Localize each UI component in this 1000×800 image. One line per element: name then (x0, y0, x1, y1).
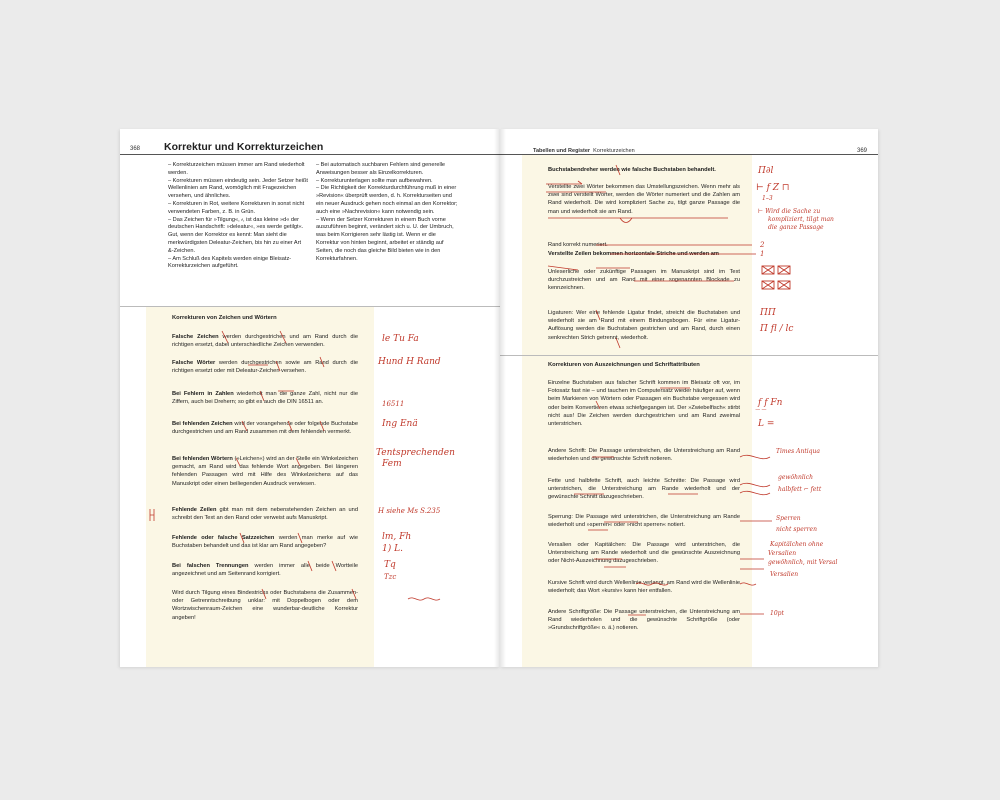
margin-correction: L = (758, 419, 775, 429)
margin-correction: 1 (760, 250, 765, 258)
proof-entry (548, 183, 740, 216)
entry-lead: Fehlende Zeilen (172, 507, 217, 513)
running-head-section: Tabellen und Register (533, 148, 591, 154)
entry-text: werden durchgestrichen und am Rand durch die richtigen ersetzt, dabei unterschiedliche Zeichen verwenden. (172, 334, 358, 349)
proof-entry (172, 589, 358, 622)
entry-text: gibt man mit dem nebenstehenden Zeichen an und schreibt den Text an den Rand oder verweist aufs Manuskript. (172, 507, 359, 522)
proof-entry (172, 534, 358, 550)
margin-correction: H siehe Ms S.235 (378, 507, 441, 515)
section-heading: Korrekturen von Zeichen und Wörtern (172, 315, 277, 321)
margin-correction: ΠΠ (760, 308, 776, 318)
rule-item: – Das Zeichen für »Tilgung«, ⸗, ist das kleine »d« der deutschen Handschrift: »deleatur«, »es werde getilgt«. Gut, wenn der Korrektor es kennt: Man sieht die merkwürdigsten Deleatur-Zeichen, bis hin zu einer Art &-Zeichen. (168, 216, 304, 254)
entry-text: wiederholt man die ganze Zahl, nicht nur die Ziffern, auch bei Drehern; so gibt es auch die DIN 16511 an. (172, 391, 358, 406)
left-page (120, 129, 500, 667)
entry-lead: Falsche Zeichen (172, 334, 219, 340)
proof-entry (172, 506, 358, 522)
margin-correction: Tentsprechenden (376, 448, 455, 458)
proof-entry (548, 166, 740, 174)
entry-text: Andere Schriftgröße: Die Passage unterstreichen, die Unterstreichung am Rand wiederholen und die gewünschte Schriftgröße (oder »Grundschriftgröße« o. ä.) notieren. (548, 609, 740, 632)
margin-correction: Versalien (770, 571, 799, 578)
rule-item: – Korrekturen in Rot, weitere Korrekturen in sonst nicht verwendeten Farben, z. B. in Grün. (168, 200, 305, 215)
entry-text: Ligaturen: Wer eine fehlende Ligatur findet, streicht die Buchstaben und wiederholt sie am Rand mit einem Bindungsbogen. Für eine Ligatur-Auflösung werden die Buchstaben gestrichen und am Rand, durch einen senkrechten Strich getrennt, wiederholt. (548, 310, 740, 341)
left-header-rule (120, 154, 500, 155)
margin-correction: Tzc (384, 573, 397, 581)
proof-entry (172, 359, 358, 375)
proof-entry (548, 250, 740, 258)
entry-text: Versalien oder Kapitälchen: Die Passage wird unterstrichen, die Unterstreichung am Rande wiederholt und die gewünschte Auszeichnung oder Nicht-Auszeichnung dazugeschrieben. (548, 542, 740, 565)
rule-item: – Korrekturunterlagen sollte man aufbewahren. (316, 177, 433, 184)
left-page-number: 368 (130, 146, 141, 152)
proof-entry (548, 477, 740, 502)
proof-entry (172, 390, 358, 406)
entry-lead: Bei fehlenden Zeichen (172, 421, 233, 427)
proof-entry (548, 241, 740, 249)
entry-lead: Bei fehlenden Wörtern (172, 456, 233, 462)
margin-correction: gewöhnlich, mit Versal (768, 559, 838, 566)
rules-column-1 (168, 162, 308, 271)
entry-text: Einzelne Buchstaben aus falscher Schrift kommen im Bleisatz oft vor, im Fotosatz fast nie – und tauchen im Computersatz wieder häufiger auf, wenn beim Markieren von Wörtern oder Passagen ein Buchstabe vergessen wird oder beim Konvertieren etwas schiefgegangen ist. Der »Zwiebelfisch« stirbt nicht aus! Die Zeichen werden durchgestrichen und am Rand zweimal unterstrichen. (548, 380, 740, 428)
right-page (500, 129, 878, 667)
margin-correction: halbfett ⌐ fett (778, 486, 822, 493)
proof-entry (548, 309, 740, 342)
margin-correction: nicht sperren (776, 526, 817, 533)
entry-text: Fette und halbfette Schrift, auch leichte Schnitte: Die Passage wird unterstrichen, die Unterstreichung am Rande wiederholt und der gewünschte Schnitt dazugeschrieben. (548, 478, 740, 501)
right-section-rule (500, 355, 878, 356)
entry-text: werden man merke auf wie Buchstaben behandelt und das ist klar am Rand angegeben? (172, 535, 358, 550)
entry-lead: Bei Fehlern in Zahlen (172, 391, 234, 397)
rule-item: – Am Schluß des Kapitels werden einige Bleisatz-Korrekturzeichen aufgeführt. (168, 255, 292, 270)
rule-item: – Bei automatisch suchbaren Fehlern sind generelle Anweisungen besser als Einzelkorrekturen. (316, 162, 446, 176)
rule-item: – Die Richtigkeit der Korrekturdurchführung muß in einer »Revision« überprüft werden, d. h. Korrekturseiten und ein neuer Ausdruck gehen noch einmal an den Korrektor; auch eine »Nachrevision« kann notwendig sein. (316, 185, 458, 215)
margin-correction: Π∂l (758, 166, 774, 176)
proof-entry (172, 455, 358, 488)
entry-text: (»Leichen«) wird an der Stelle ein Winkelzeichen gemacht, am Rand wird das fehlende Wort angegeben. Bei längeren fehlenden Passagen wird mit Hilfe des Winkelzeichens auf das Manuskript oder einen beiliegenden Ausdruck verwiesen. (172, 456, 358, 487)
proof-entry (172, 333, 358, 349)
margin-correction: Hund H Rand (378, 357, 441, 367)
entry-text: Andere Schrift: Die Passage unterstreichen, die Unterstreichung am Rand wiederholen und die gewünschte Schrift notieren. (548, 448, 740, 463)
margin-correction: Kapitälchen ohne (770, 541, 824, 548)
rule-item: – Wenn der Setzer Korrekturen in einem Buch vorne auszuführen beginnt, verändert sich u. U. der Umbruch, was beim Korrigieren sehr lästig ist. Wenn er die Korrektur von hinten beginnt, arbeitet er ständig auf Seiten, die noch das gleiche Bild bieten wie in den Korrekturfahnen. (316, 216, 454, 262)
entry-lead: Falsche Wörter (172, 360, 216, 366)
margin-correction: gewöhnlich (778, 474, 813, 481)
margin-correction: Sperren (776, 515, 801, 522)
rules-column-2 (316, 162, 458, 263)
entry-text: wird der vorangehende oder folgende Buchstabe durchgestrichen und am Rand zusammen mit dem fehlenden vermerkt. (172, 421, 358, 436)
proof-entry (548, 379, 740, 428)
entry-text: Wird durch Tilgung eines Bindestrichs oder Buchstabens die Zusammen- oder Getrenntschreibung unklar: mit Doppelbogen oder dem Wortzwischenraum-Zeichen eine wunderbar-deutliche Korrektur angeben! (172, 590, 358, 621)
proof-entry (548, 268, 740, 293)
rule-item: – Korrekturzeichen müssen immer am Rand wiederholt werden. (168, 162, 305, 176)
proof-entry (548, 541, 740, 566)
rule-item: – Korrekturen müssen eindeutig sein. Jeder Setzer heißt Wellenlinien am Rand, womöglich mit Fragezeichen versehen, und ähnliches. (168, 177, 308, 200)
margin-correction: 1) L. (382, 544, 403, 554)
entry-text: Kursive Schrift wird durch Wellenlinie verlangt, am Rand wird die Wellenlinie wiederholt; das Wort »kursiv« kann hier entfallen. (548, 580, 740, 595)
margin-correction: 2 (760, 241, 765, 249)
margin-correction: le Tu Fa (382, 334, 419, 344)
entry-text: Verstellte zwei Wörter bekommen das Umstellungszeichen. Wenn mehr als zwei sind verstellt Wörter, werden die Wörter numeriert und die Zahlen am Rand wiederholt. Die wird kompliziert Sache zu, tilgt ganze Passage die man und wiederholt sie am Rand. (548, 184, 740, 215)
proof-entry (172, 420, 358, 436)
margin-correction: 16511 (382, 400, 405, 408)
proof-entry (548, 608, 740, 633)
running-head-chapter: Korrekturzeichen (593, 148, 635, 154)
margin-correction: die ganze Passage (768, 224, 824, 231)
proof-entry (548, 447, 740, 463)
entry-lead: Fehlende oder falsche Satzzeichen (172, 535, 275, 541)
margin-correction: lm, Fh (382, 532, 412, 542)
margin-correction: ⊢ Wird die Sache zu (758, 208, 821, 215)
margin-correction: Tq (384, 560, 396, 570)
margin-correction: Π fl / lc (760, 324, 794, 334)
proof-entry (548, 579, 740, 595)
right-page-number: 369 (857, 148, 868, 154)
proof-entry (172, 562, 358, 578)
entry-lead: Bei falschen Trennungen (172, 563, 249, 569)
entry-text: Buchstabendreher werden wie falsche Buchstaben behandelt. (548, 167, 716, 173)
margin-correction: Ing Enä (382, 419, 418, 429)
proof-entry (548, 513, 740, 529)
margin-correction: Times Antiqua (776, 448, 820, 455)
book-gutter (494, 129, 506, 667)
margin-correction: kompliziert, tilgt man (768, 216, 834, 223)
margin-correction: Fem (382, 459, 402, 469)
entry-text: Unleserliche oder zukünftige Passagen im Manuskript sind im Text durchzustreichen und am Rand mit einer sogenannten Blockade zu kennzeichnen. (548, 269, 740, 292)
entry-text: werden immer alle beide Wortteile angezeichnet und am Seitenrand korrigiert. (172, 563, 358, 578)
margin-correction: 1–3 (762, 195, 773, 202)
margin-correction: Versalien (768, 550, 797, 557)
entry-text: werden durchgestrichen sowie am Rand durch die richtigen ersetzt oder mit Deleatur-Zeichen versehen. (172, 360, 358, 375)
margin-correction: f̲ f̲ Fn (758, 398, 783, 408)
margin-correction: ⊢ f Z ⊓ (756, 183, 790, 193)
section-heading: Korrekturen von Auszeichnungen und Schriftattributen (548, 362, 700, 368)
entry-text: Rand korrekt numeriert. (548, 242, 608, 248)
entry-text: Sperrung: Die Passage wird unterstrichen, die Unterstreichung am Rande wiederholt und »sperren« oder »nicht sperren« notiert. (548, 514, 740, 529)
left-page-title: Korrektur und Korrekturzeichen (164, 141, 324, 153)
entry-text: Verstellte Zeilen bekommen horizontale Striche und werden am (548, 251, 719, 257)
margin-correction: 10pt (770, 610, 784, 617)
